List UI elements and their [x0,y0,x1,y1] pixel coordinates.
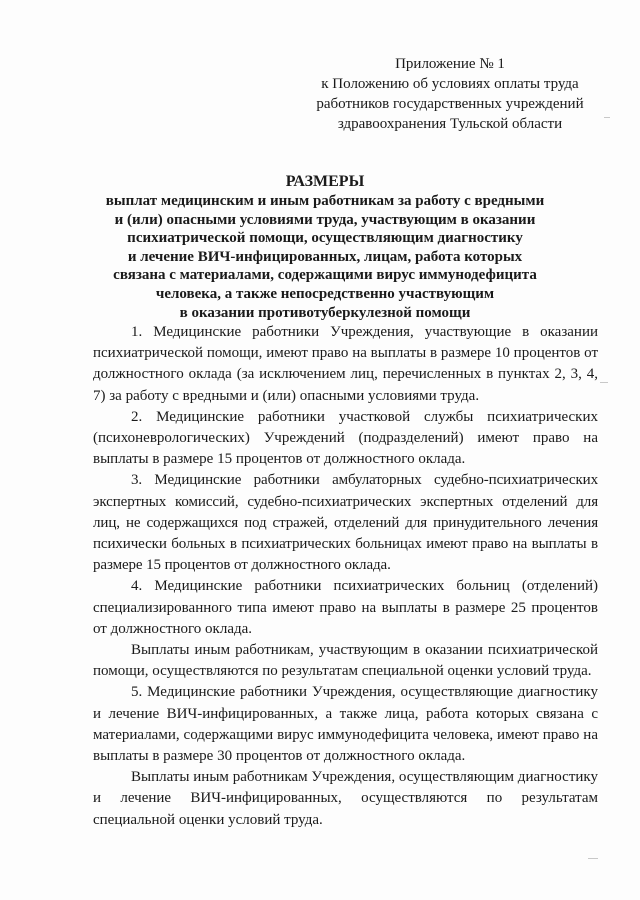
title-line: и (или) опасными условиями труда, участвующим в оказании [114,211,536,228]
paragraph-1: 1. Медицинские работники Учреждения, участвующие в оказании психиатрической помощи, имеют право на выплаты в размере 10 процентов от должностного оклада (за исключением лиц, перечисленных в пунктах 2, 3, 4, 7) за работу с вредными и (или) опасными условиями труда. [93,324,598,404]
appendix-reference: к Положению об условиях оплаты труда [321,76,579,92]
appendix-reference-line3: здравоохранения Тульской области [337,116,563,132]
scan-artifact [604,117,610,118]
scan-artifact [600,382,608,383]
title-line: в оказании противотуберкулезной помощи [179,304,471,321]
title-heading: РАЗМЕРЫ [285,173,365,190]
scan-artifact [588,858,598,859]
title-line: выплат медицинским и иным работникам за работу с вредными [105,193,545,209]
title-line: человека, а также непосредственно участвующим [155,285,495,302]
appendix-number: Приложение № 1 [395,56,505,72]
title-line: и лечение ВИЧ-инфицированных, лицам, работа которых [127,248,523,265]
paragraph-3: 3. Медицинские работники амбулаторных судебно-психиатрических экспертных комиссий, судебно-психиатрических экспертных отделений для лиц, не содержащихся под стражей, отделений для принудительного лечения психически больных в психиатрических больницах имеют право на выплаты в размере 15 процентов от должностного оклада. [93,472,598,574]
title-line: связана с материалами, содержащими вирус иммунодефицита [113,267,537,284]
paragraph-5-note: Выплаты иным работникам Учреждения, осуществляющим диагностику и лечение ВИЧ-инфицированных, осуществляются по результатам специальной оценки условий труда. [93,769,598,828]
appendix-header [300,54,600,134]
title-line: психиатрической помощи, осуществляющим диагностику [127,230,523,247]
appendix-reference-line2: работников государственных учреждений [316,96,584,112]
document-body [93,322,598,831]
paragraph-4: 4. Медицинские работники психиатрических больниц (отделений) специализированного типа имеют право на выплаты в размере 25 процентов от должностного оклада. [93,578,598,637]
document-title [92,172,558,322]
paragraph-2: 2. Медицинские работники участковой службы психиатрических (психоневрологических) Учреждений (подразделений) имеют право на выплаты в размере 15 процентов от должностного оклада. [93,408,598,468]
paragraph-5: 5. Медицинские работники Учреждения, осуществляющие диагностику и лечение ВИЧ-инфицированных, а также лица, работа которых связана с материалами, содержащими вирус иммунодефицита человека, имеют право на выплаты в размере 30 процентов от должностного оклада. [93,684,598,765]
paragraph-4-note: Выплаты иным работникам, участвующим в оказании психиатрической помощи, осуществляются по результатам специальной оценки условий труда. [93,642,598,680]
